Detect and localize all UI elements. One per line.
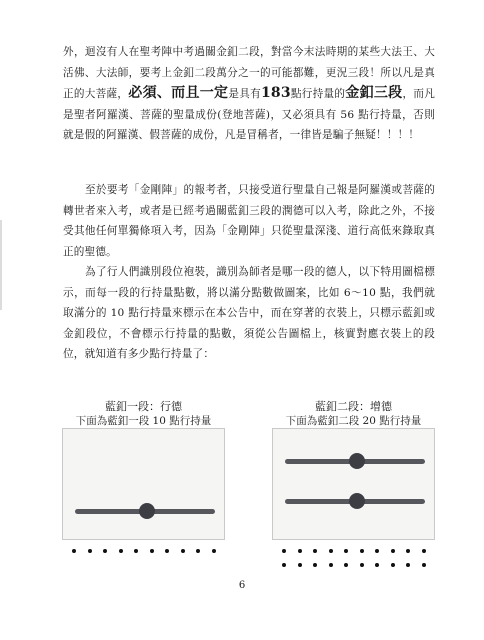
point-dot [313, 563, 317, 567]
point-dot [212, 549, 216, 553]
paragraph-1-emphasis-number: 183 [260, 85, 291, 101]
figure-1-subtitle: 下面為藍釦一段 10 點行持量 [75, 415, 212, 427]
scan-edge-mark [0, 220, 2, 310]
point-dot [181, 549, 185, 553]
point-dot [165, 549, 169, 553]
point-dot [298, 549, 302, 553]
figure-2-bar-knot-bottom [349, 493, 365, 509]
point-dot [422, 549, 426, 553]
point-dot [391, 563, 395, 567]
point-dot [298, 563, 302, 567]
paragraph-2: 至於要考「金剛陣」的報考者，只接受道行聖量自己報是阿羅漢或菩薩的轉世者來入考，或者是已經考過關藍釦三段的潤德可以入考，除此之外，不接受其他任何單獨條項入考，因為「金剛陣」只從聖量深淺、道行高低來錄取真正的聖德。 [63, 184, 435, 258]
point-dot [150, 549, 154, 553]
figure-2-bar-knot-top [349, 453, 365, 469]
page-number: 6 [238, 580, 246, 591]
figure-1-image [62, 428, 225, 540]
point-dot [375, 549, 379, 553]
paragraph-1-text-a: 外，迴沒有人在聖考陣中考過關金釦二段，對當今末法時期的某些大法王、大活佛、大法師，要考上金釦二段萬分之一的可能都難，更況三段！所以凡是真正的大菩薩， [63, 46, 435, 100]
point-dot [72, 549, 76, 553]
point-dot [119, 549, 123, 553]
point-dot [344, 549, 348, 553]
point-dot [196, 549, 200, 553]
point-dot [329, 563, 333, 567]
point-dot [360, 563, 364, 567]
figure-1-bar-knot [139, 503, 155, 519]
figure-1-title: 藍釦一段：行德 [105, 400, 182, 413]
paragraph-1-text-d: ，而凡是聖者阿羅漢、菩薩的聖量成份(登地菩薩)，又必須具有 56 點行持量，否則就是假的阿羅漢、假菩薩的成份，凡是冒稱者，一律皆是騙子無疑！！！！ [63, 88, 436, 141]
point-dot [406, 563, 410, 567]
paragraph-1-text-b: 是具有 [228, 88, 261, 100]
paragraph-1-emphasis-b: 金釦三段 [345, 85, 403, 101]
point-dot [406, 549, 410, 553]
point-dot [344, 563, 348, 567]
point-dot [422, 563, 426, 567]
point-dot [360, 549, 364, 553]
point-dot [134, 549, 138, 553]
point-dot [329, 549, 333, 553]
point-dot [375, 563, 379, 567]
figure-2-image [272, 428, 435, 540]
paragraph-1-text-c: 點行持量的 [290, 88, 346, 100]
paragraph-1 [63, 42, 435, 146]
paragraph-1-emphasis-a: 必須、而且一定 [128, 85, 229, 101]
figure-2-subtitle: 下面為藍釦二段 20 點行持量 [285, 415, 422, 427]
point-dot [103, 549, 107, 553]
point-dot [282, 563, 286, 567]
point-dot [282, 549, 286, 553]
point-dot [391, 549, 395, 553]
paragraph-3: 為了行人們識別段位袍裝，識別為師者是哪一段的德人，以下特用圖檔標示，而每一段的行持量點數，將以滿分點數做圖案，比如 6～10 點，我們就取滿分的 10 點行持量來標示在本公告中，而在穿著的衣裝上，只標示藍釦或金釦段位，不會標示行持量的點數，須從公告圖檔上，核實對應衣裝上的段位，就知道有多少點行持量了： [63, 266, 435, 360]
point-dot [313, 549, 317, 553]
figure-2-title: 藍釦二段：增德 [315, 400, 392, 413]
point-dot [88, 549, 92, 553]
